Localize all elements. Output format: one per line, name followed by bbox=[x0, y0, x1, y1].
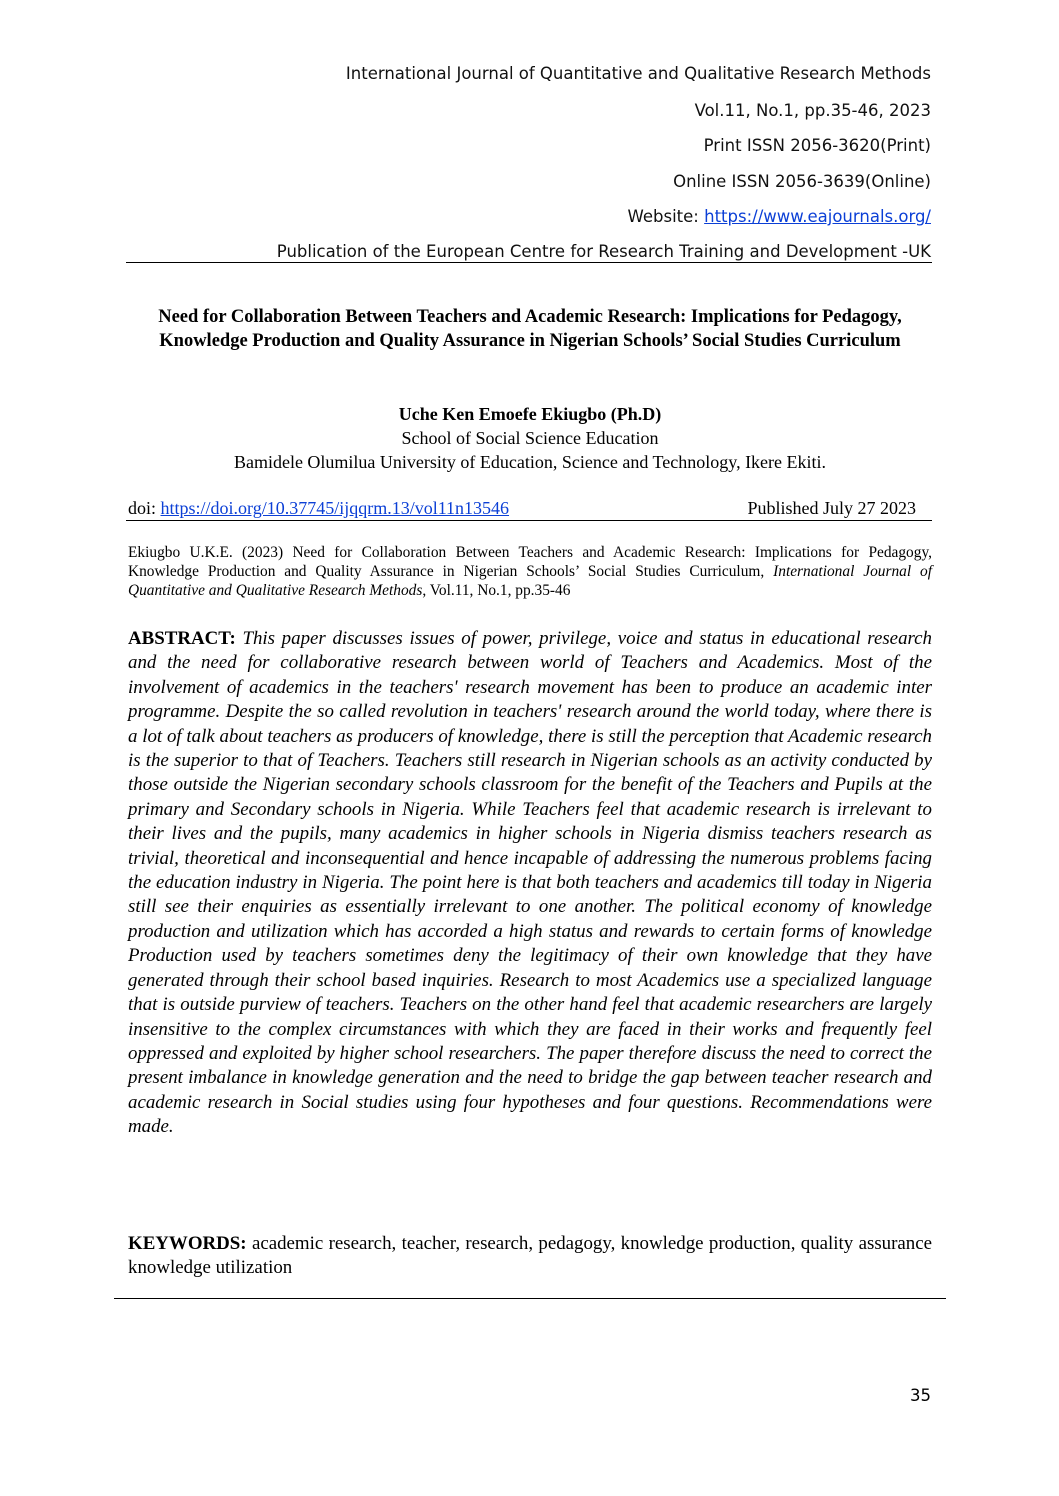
author-department: School of Social Science Education bbox=[401, 428, 659, 448]
citation-tail: , Vol.11, No.1, pp.35-46 bbox=[422, 582, 571, 599]
volume-info: Vol.11, No.1, pp.35-46, 2023 bbox=[694, 101, 931, 120]
keywords-divider bbox=[114, 1298, 946, 1299]
keywords-label: KEYWORDS: bbox=[128, 1233, 247, 1254]
abstract bbox=[128, 627, 932, 1140]
published-date: Published July 27 2023 bbox=[747, 498, 916, 518]
abstract-label: ABSTRACT: bbox=[128, 628, 236, 649]
citation-text: Ekiugbo U.K.E. (2023) Need for Collaboration Between Teachers and Academic Research: Implications for Pedagogy, Knowledge Production and Quality Assurance in Nigerian Schools’ Social Studies Curriculum, bbox=[128, 544, 932, 580]
website-label: Website: bbox=[627, 207, 705, 226]
doi-divider bbox=[126, 520, 932, 521]
abstract-text: This paper discusses issues of power, privilege, voice and status in educational research and the need for collaborative research between world of Teachers and Academics. Most of the involvement of academics in the teachers' research movement has been to produce an academic inter programme. Despite the so called revolution in teachers' research around the world today, where there is a lot of talk about teachers as producers of knowledge, there is still the perception that Academic research is the superior to that of Teachers. Teachers still research in Nigerian schools as an activity conducted by those outside the Nigerian secondary schools classroom for the benefit of the Teachers and Pupils at the primary and Secondary schools in Nigeria. While Teachers feel that academic research is irrelevant to their lives and the pupils, many academics in higher schools in Nigeria dismiss teachers research as trivial, theoretical and inconsequential and hence incapable of addressing the numerous problems facing the education industry in Nigeria. The point here is that both teachers and academics till today in Nigeria still see their enquiries as essentially irrelevant to one another. The political economy of knowledge production and utilization which has accorded a high status and rewards to certain forms of knowledge Production used by teachers sometimes deny the legitimacy of their own knowledge that they have generated through their school based inquiries. Research to most Academics use a specialized language that is outside purview of teachers. Teachers on the other hand feel that academic researchers are largely insensitive to the complex circumstances with which they are faced in their works and frequently feel oppressed and exploited by higher school researchers. The paper therefore discuss the need to correct the present imbalance in knowledge generation and the need to bridge the gap between teacher research and academic research in Social studies using four hypotheses and four questions. Recommendations were made. bbox=[128, 628, 932, 1138]
page-number: 35 bbox=[910, 1386, 931, 1405]
citation-journal: International Journal of Quantitative and Qualitative Research Methods bbox=[128, 563, 932, 599]
website-line bbox=[628, 207, 931, 226]
keywords-text: academic research, teacher, research, pedagogy, knowledge production, quality assurance knowledge utilization bbox=[128, 1233, 932, 1279]
journal-name: International Journal of Quantitative and Qualitative Research Methods bbox=[345, 64, 931, 83]
doi-label: doi: bbox=[128, 498, 161, 518]
doi-link[interactable]: https://doi.org/10.37745/ijqqrm.13/vol11n13546 bbox=[160, 498, 510, 518]
keywords bbox=[128, 1232, 932, 1281]
doi-row bbox=[128, 498, 932, 519]
publisher-line: Publication of the European Centre for Research Training and Development -UK bbox=[276, 242, 931, 261]
header-divider bbox=[126, 262, 932, 263]
citation bbox=[128, 543, 932, 600]
paper-title: Need for Collaboration Between Teachers and Academic Research: Implications for Pedagogy, Knowledge Production and Quality Assurance in Nigerian Schools’ Social Studies Curriculum bbox=[158, 307, 902, 351]
print-issn: Print ISSN 2056-3620(Print) bbox=[703, 136, 931, 155]
author-name: Uche Ken Emoefe Ekiugbo (Ph.D) bbox=[398, 404, 662, 424]
author-institution: Bamidele Olumilua University of Education, Science and Technology, Ikere Ekiti. bbox=[233, 452, 827, 472]
online-issn: Online ISSN 2056-3639(Online) bbox=[673, 172, 931, 191]
website-link[interactable]: https://www.eajournals.org/ bbox=[704, 207, 931, 226]
